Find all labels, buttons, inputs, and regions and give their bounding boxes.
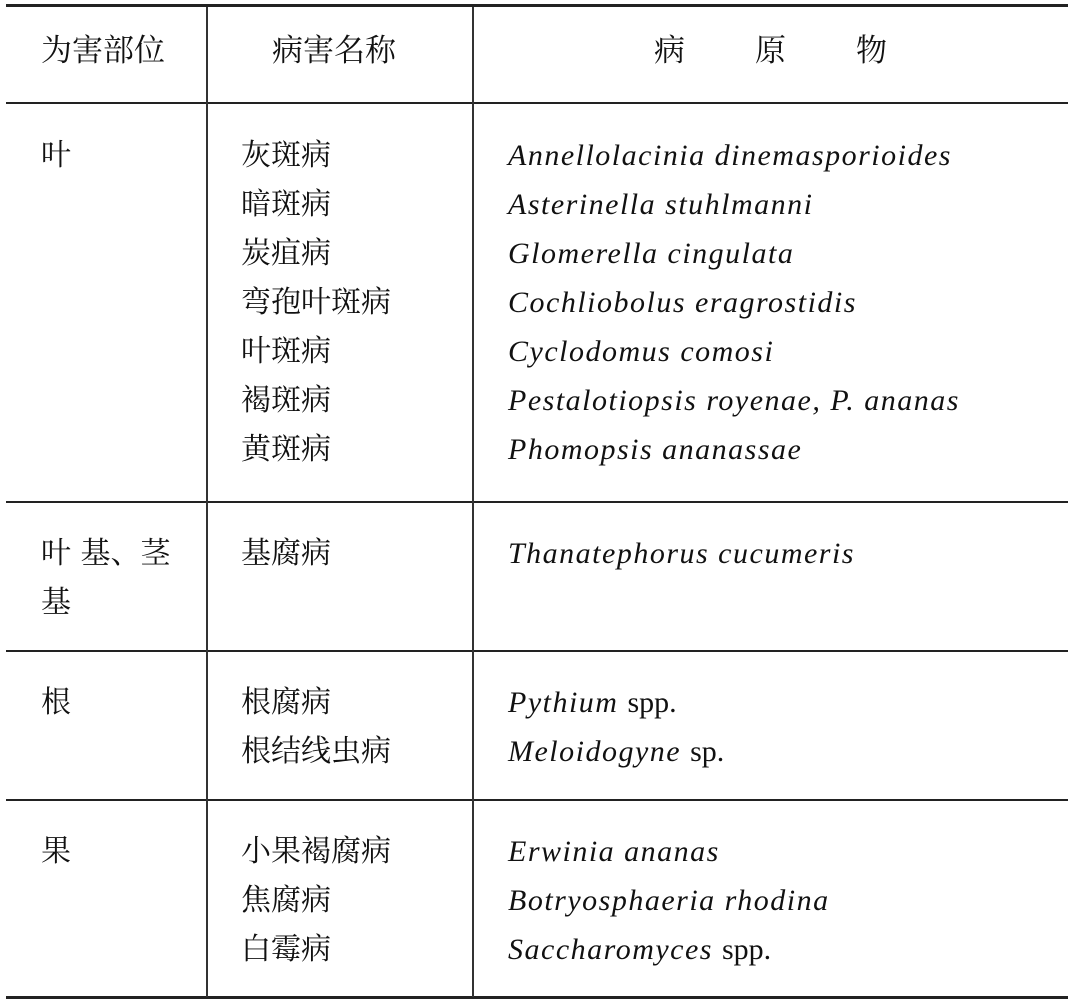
disease-name: 褐斑病 [241, 383, 331, 418]
row-divider [6, 799, 1068, 801]
pathogen-name: Glomerella cingulata [508, 237, 795, 270]
disease-name: 根结线虫病 [241, 734, 391, 769]
row-site [41, 678, 71, 727]
row-pathogens [508, 131, 960, 474]
row-site [41, 827, 71, 876]
pathogen-name: Asterinella stuhlmanni [508, 188, 814, 221]
row-diseases [241, 529, 331, 578]
row-site [41, 131, 71, 180]
pathogen-name: Pythium spp. [508, 686, 677, 719]
row-pathogens [508, 827, 830, 974]
column-divider [472, 7, 474, 997]
pathogen-name: Saccharomyces spp. [508, 933, 772, 966]
pathogen-name: Meloidogyne sp. [508, 735, 725, 768]
header-pathogen-char: 原 [755, 33, 786, 69]
site-line: 叶 [41, 138, 71, 173]
disease-name: 灰斑病 [241, 138, 331, 173]
pathogen-name: Botryosphaeria rhodina [508, 884, 830, 917]
disease-name: 弯孢叶斑病 [241, 285, 391, 320]
table-bottom-rule [6, 996, 1068, 999]
disease-name: 焦腐病 [241, 883, 331, 918]
header-pathogen-char: 物 [856, 33, 887, 69]
disease-name: 叶斑病 [241, 334, 331, 369]
site-line: 根 [41, 685, 71, 720]
site-line: 叶 基、茎 [41, 536, 171, 571]
disease-name: 暗斑病 [241, 187, 331, 222]
row-diseases [241, 678, 391, 776]
pathogen-name: Erwinia ananas [508, 835, 720, 868]
row-divider [6, 501, 1068, 503]
table-top-rule [6, 4, 1068, 7]
pathogen-name: Phomopsis ananassae [508, 433, 803, 466]
pathogen-name: Annellolacinia dinemasporioides [508, 139, 952, 172]
disease-name: 黄斑病 [241, 432, 331, 467]
disease-name: 基腐病 [241, 536, 331, 571]
pathogen-name: Cochliobolus eragrostidis [508, 286, 857, 319]
disease-name: 小果褐腐病 [241, 834, 391, 869]
row-pathogens [508, 529, 855, 578]
row-site [41, 529, 171, 627]
disease-name: 炭疽病 [241, 236, 331, 271]
row-divider [6, 650, 1068, 652]
pathogen-name: Thanatephorus cucumeris [508, 537, 855, 570]
header-pathogen [654, 20, 887, 82]
header-pathogen-char: 病 [654, 33, 685, 69]
row-diseases [241, 827, 391, 974]
header-bottom-rule [6, 102, 1068, 104]
column-divider [206, 7, 208, 997]
header-disease: 病害名称 [272, 33, 396, 69]
site-line: 基 [41, 585, 71, 620]
disease-name: 白霉病 [241, 932, 331, 967]
header-site: 为害部位 [41, 33, 165, 69]
row-pathogens [508, 678, 724, 776]
disease-name: 根腐病 [241, 685, 331, 720]
pathogen-name: Pestalotiopsis royenae, P. ananas [508, 384, 960, 417]
row-diseases [241, 131, 391, 474]
site-line: 果 [41, 834, 71, 869]
pathogen-name: Cyclodomus comosi [508, 335, 775, 368]
